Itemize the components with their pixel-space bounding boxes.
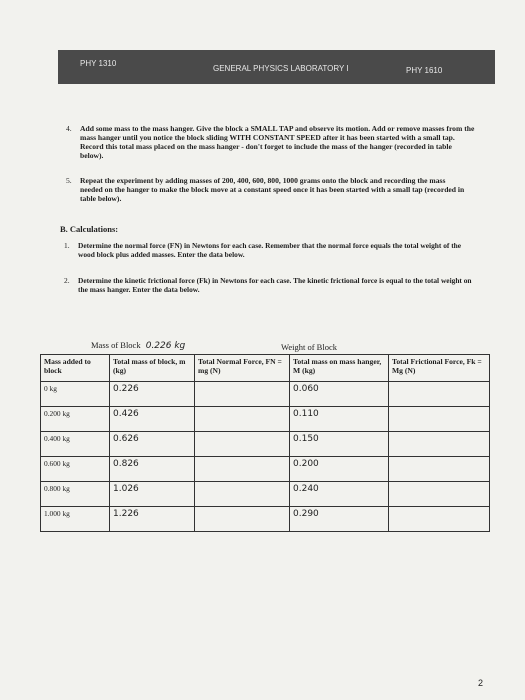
cell-total-mass: 0.826 — [110, 457, 195, 482]
cell-mass-added: 0 kg — [41, 382, 110, 407]
item-text: Determine the normal force (FN) in Newtons for each case. Remember that the normal force equals the total weight of the wood block plus added masses. Enter the data below. — [78, 241, 462, 259]
cell-total-mass: 1.026 — [110, 482, 195, 507]
cell-mass-added: 0.800 kg — [41, 482, 110, 507]
mass-of-block-value: 0.226 kg — [145, 341, 186, 351]
cell-normal-force — [195, 482, 290, 507]
weight-of-block-label: Weight of Block — [281, 342, 337, 352]
cell-total-mass: 0.626 — [110, 432, 195, 457]
cell-frictional-force — [389, 432, 490, 457]
mass-of-block — [91, 340, 185, 351]
header-total-mass: Total mass of block, m (kg) — [110, 355, 195, 382]
table-row — [41, 482, 490, 507]
table-row — [41, 382, 490, 407]
cell-total-mass: 0.226 — [110, 382, 195, 407]
table-header-row — [41, 355, 490, 382]
page-header — [58, 50, 495, 84]
item-number: 2. — [64, 276, 70, 285]
cell-hanger-mass: 0.110 — [290, 407, 389, 432]
table-row — [41, 407, 490, 432]
header-mass-added: Mass added to block — [41, 355, 110, 382]
step-number: 5. — [66, 176, 72, 185]
calculation-item-1 — [64, 241, 468, 259]
step-number: 4. — [66, 124, 72, 133]
cell-mass-added: 1.000 kg — [41, 507, 110, 532]
cell-total-mass: 1.226 — [110, 507, 195, 532]
cell-normal-force — [195, 507, 290, 532]
cell-hanger-mass: 0.200 — [290, 457, 389, 482]
cell-mass-added: 0.200 kg — [41, 407, 110, 432]
cell-total-mass: 0.426 — [110, 407, 195, 432]
calculations-title: B. Calculations: — [60, 224, 119, 234]
course-code-left: PHY 1310 — [80, 59, 117, 68]
cell-hanger-mass: 0.240 — [290, 482, 389, 507]
header-frictional-force: Total Frictional Force, Fk = Mg (N) — [389, 355, 490, 382]
data-table — [40, 354, 490, 532]
step-text: Repeat the experiment by adding masses of 200, 400, 600, 800, 1000 grams onto the block and recording the mass needed on the hanger to make the block move at a constant speed once it has been started with a small tap (recorded in table below). — [80, 176, 465, 203]
item-number: 1. — [64, 241, 70, 250]
cell-hanger-mass: 0.150 — [290, 432, 389, 457]
cell-mass-added: 0.600 kg — [41, 457, 110, 482]
course-code-right: PHY 1610 — [406, 66, 443, 75]
table-row — [41, 432, 490, 457]
cell-hanger-mass: 0.290 — [290, 507, 389, 532]
cell-normal-force — [195, 407, 290, 432]
cell-frictional-force — [389, 457, 490, 482]
cell-normal-force — [195, 382, 290, 407]
cell-hanger-mass: 0.060 — [290, 382, 389, 407]
header-normal-force: Total Normal Force, FN = mg (N) — [195, 355, 290, 382]
table-row — [41, 457, 490, 482]
header-hanger-mass: Total mass on mass hanger, M (kg) — [290, 355, 389, 382]
mass-of-block-label: Mass of Block — [91, 340, 141, 350]
cell-normal-force — [195, 432, 290, 457]
cell-frictional-force — [389, 482, 490, 507]
page-number: 2 — [478, 678, 484, 688]
item-text: Determine the kinetic frictional force (Fk) in Newtons for each case. The kinetic frictional force is equal to the total weight on the mass hanger. Enter the data below. — [78, 276, 472, 294]
procedure-step-5 — [66, 176, 470, 203]
cell-frictional-force — [389, 507, 490, 532]
table-row — [41, 507, 490, 532]
procedure-step-4 — [66, 124, 475, 160]
cell-frictional-force — [389, 407, 490, 432]
cell-normal-force — [195, 457, 290, 482]
header-title: GENERAL PHYSICS LABORATORY I — [213, 64, 349, 73]
step-text: Add some mass to the mass hanger. Give the block a SMALL TAP and observe its motion. Add or remove masses from the mass hanger until you notice the block sliding WITH CONSTANT SPEED after it has been started with a small tap. Record this total mass placed on the mass hanger - don't forget to include the mass of the hanger (recorded in table below). — [80, 124, 475, 160]
calculation-item-2 — [64, 276, 478, 294]
cell-frictional-force — [389, 382, 490, 407]
cell-mass-added: 0.400 kg — [41, 432, 110, 457]
